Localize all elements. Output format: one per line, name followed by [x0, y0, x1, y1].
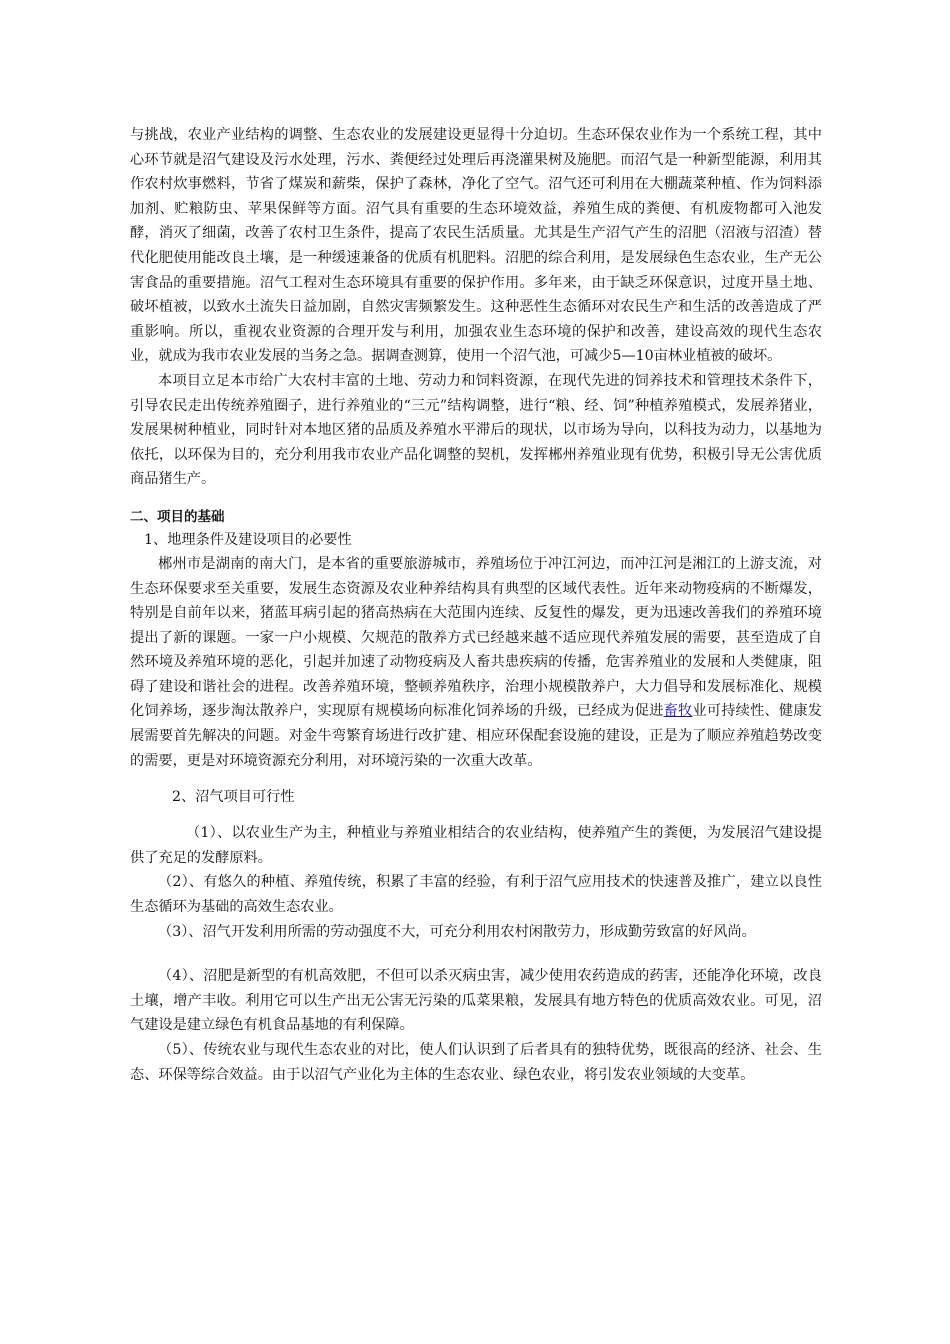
list-item: （3）、沼气开发利用所需的劳动强度不大，可充分利用农村闲散劳力，形成勤劳致富的好风尚。	[158, 923, 756, 940]
document-page	[130, 123, 822, 1087]
hyperlink[interactable]: 畜牧	[663, 703, 693, 720]
body-paragraph: 本项目立足本市给广大农村丰富的土地、劳动力和饲料资源，在现代先进的饲养技术和管理技术条件下，引导农民走出传统养殖圈子，进行养殖业的“三元”结构调整，进行“粮、经、饲”种植养殖模式，发展养猪业，发展果树种植业，同时针对本地区猪的品质及养殖水平滞后的现状，以市场为导向，以科技为动力，以基地为依托，以环保为目的，充分利用我市农业产品化调整的契机，发挥郴州养殖业现有优势，积极引导无公害优质商品猪生产。	[130, 372, 822, 488]
list-item: （2）、有悠久的种植、养殖传统，积累了丰富的经验，有利于沼气应用技术的快速普及推广，建立以良性生态循环为基础的高效生态农业。	[130, 874, 822, 916]
subsection-heading: 1、地理条件及建设项目的必要性	[144, 531, 352, 548]
body-paragraph: 与挑战，农业产业结构的调整、生态农业的发展建设更显得十分迫切。生态环保农业作为一个系统工程，其中心环节就是沼气建设及污水处理，污水、粪便经过处理后再浇灌果树及施肥。而沼气是一种新型能源，利用其作农村炊事燃料，节省了煤炭和薪柴，保护了森林，净化了空气。沼气还可利用在大棚蔬菜种植、作为饲料添加剂、贮粮防虫、苹果保鲜等方面。沼气具有重要的生态环境效益，养殖生成的粪便、有机废物都可入池发酵，消灭了细菌，改善了农村卫生条件，提高了农民生活质量。尤其是生产沼气产生的沼肥（沼液与沼渣）替代化肥使用能改良土壤，是一种缓速兼备的优质有机肥料。沼肥的综合利用，是发展绿色生态农业，生产无公害食品的重要措施。沼气工程对生态环境具有重要的保护作用。多年来，由于缺乏环保意识，过度开垦土地、破坏植被，以致水土流失日益加剧，自然灾害频繁发生。这种恶性生态循环对农民生产和生活的改善造成了严重影响。所以，重视农业资源的合理开发与利用，加强农业生态环境的保护和改善，建设高效的现代生态农业，就成为我市农业发展的当务之急。据调查测算，使用一个沼气池，可减少5—10亩林业植被的破坏。	[130, 127, 822, 365]
paragraph-text: 郴州市是湖南的南大门，是本省的重要旅游城市，养殖场位于冲江河边，而冲江河是湘江的上游支流，对生态环保要求至关重要，发展生态资源及农业种养结构具有典型的区域代表性。近年来动物疫病的不断爆发，特别是自前年以来，猪蓝耳病引起的猪高热病在大范围内连续、反复性的爆发，更为迅速改善我们的养殖环境提出了新的课题。一家一户小规模、欠规范的散养方式已经越来越不适应现代养殖发展的需要，甚至造成了自然环境及养殖环境的恶化，引起并加速了动物疫病及人畜共患疾病的传播，危害养殖业的发展和人类健康，阻碍了建设和谐社会的进程。改善养殖环境，整顿养殖秩序，治理小规模散养户，大力倡导和发展标准化、规模化饲养场，逐步淘汰散养户，实现原有规模场向标准化饲养场的升级，已经成为促进	[130, 555, 822, 720]
subsection-heading: 2、沼气项目可行性	[172, 789, 295, 806]
body-paragraph	[130, 552, 822, 773]
list-item: （1）、以农业生产为主，种植业与养殖业相结合的农业结构，使养殖产生的粪便，为发展沼气建设提供了充足的发酵原料。	[130, 825, 822, 866]
section-heading: 二、项目的基础	[130, 508, 225, 525]
list-item: （4）、沼肥是新型的有机高效肥，不但可以杀灭病虫害，减少使用农药造成的药害，还能净化环境，改良土壤，增产丰收。利用它可以生产出无公害无污染的瓜菜果粮，发展具有地方特色的优质高效农业。可见，沼气建设是建立绿色有机食品基地的有利保障。	[130, 968, 822, 1034]
list-item: （5）、传统农业与现代生态农业的对比，使人们认识到了后者具有的独特优势，既很高的经济、社会、生态、环保等综合效益。由于以沼气产业化为主体的生态农业、绿色农业，将引发农业领域的大变革。	[130, 1042, 822, 1083]
paragraph-text: 业可持续性、健康发展需要首先解决的问题。对金牛弯繁育场进行改扩建、相应环保配套设施的建设，正是为了顺应养殖趋势改变的需要，更是对环境资源充分利用，对环境污染的一次重大改革。	[130, 703, 822, 769]
